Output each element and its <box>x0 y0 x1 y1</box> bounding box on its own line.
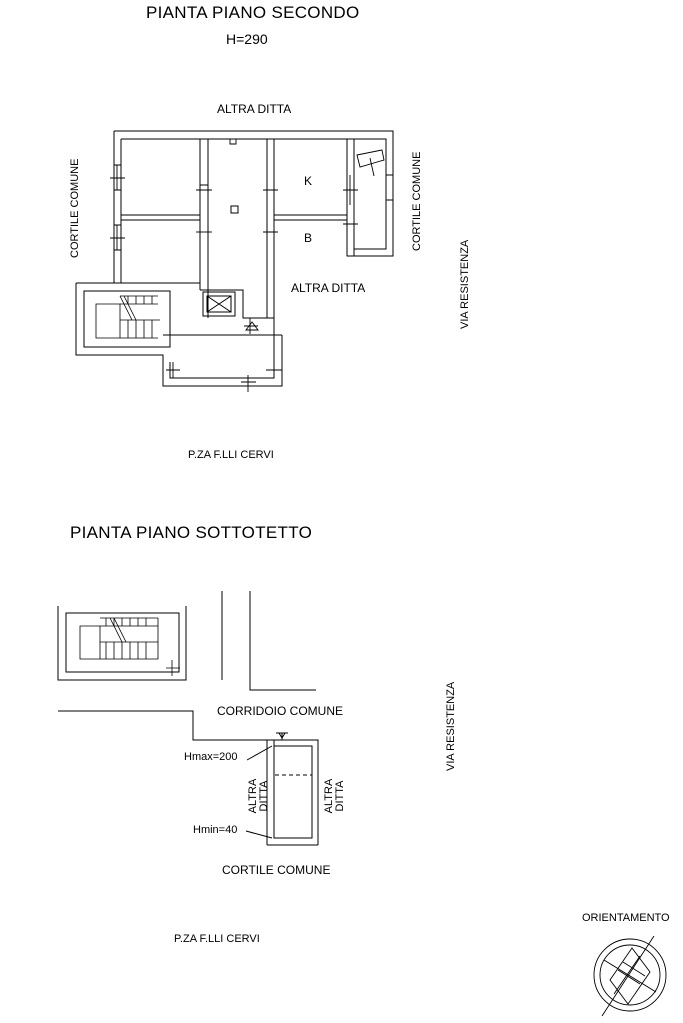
plan2-bottom-street-label: P.ZA F.LLI CERVI <box>174 933 260 945</box>
plan1-outer-walls <box>76 131 393 386</box>
plan1-height-label: H=290 <box>226 31 268 47</box>
hmin-label: Hmin=40 <box>193 824 238 836</box>
plan1-street-label: VIA RESISTENZA <box>459 239 471 329</box>
plan2-right-label: ALTRA DITTA <box>323 778 346 814</box>
plan2-walls <box>58 591 318 845</box>
plan1-bottom-label: P.ZA F.LLI CERVI <box>188 449 274 461</box>
hmax-label: Hmax=200 <box>184 751 238 763</box>
plan1-stair <box>96 296 160 338</box>
plan2-street-label: VIA RESISTENZA <box>445 681 457 771</box>
plan2-left-label: ALTRA DITTA <box>247 778 270 814</box>
compass-label: ORIENTAMENTO <box>582 912 670 924</box>
plan1-inner-right-label: ALTRA DITTA <box>291 281 366 295</box>
compass-icon <box>594 936 666 1016</box>
plan2-bottom-label: CORTILE COMUNE <box>222 863 331 877</box>
plan1-top-label: ALTRA DITTA <box>217 102 292 116</box>
plan2-title: PIANTA PIANO SOTTOTETTO <box>70 523 313 542</box>
plan1-left-label: CORTILE COMUNE <box>69 158 81 258</box>
plan1-openings <box>110 139 393 392</box>
room-k-label: K <box>304 174 313 188</box>
plan1-right-label: CORTILE COMUNE <box>411 151 423 251</box>
plan2-top-label: CORRIDOIO COMUNE <box>217 704 343 718</box>
plan1-title: PIANTA PIANO SECONDO <box>146 3 360 22</box>
room-b-label: B <box>304 231 313 245</box>
plan2-stair <box>80 618 180 676</box>
